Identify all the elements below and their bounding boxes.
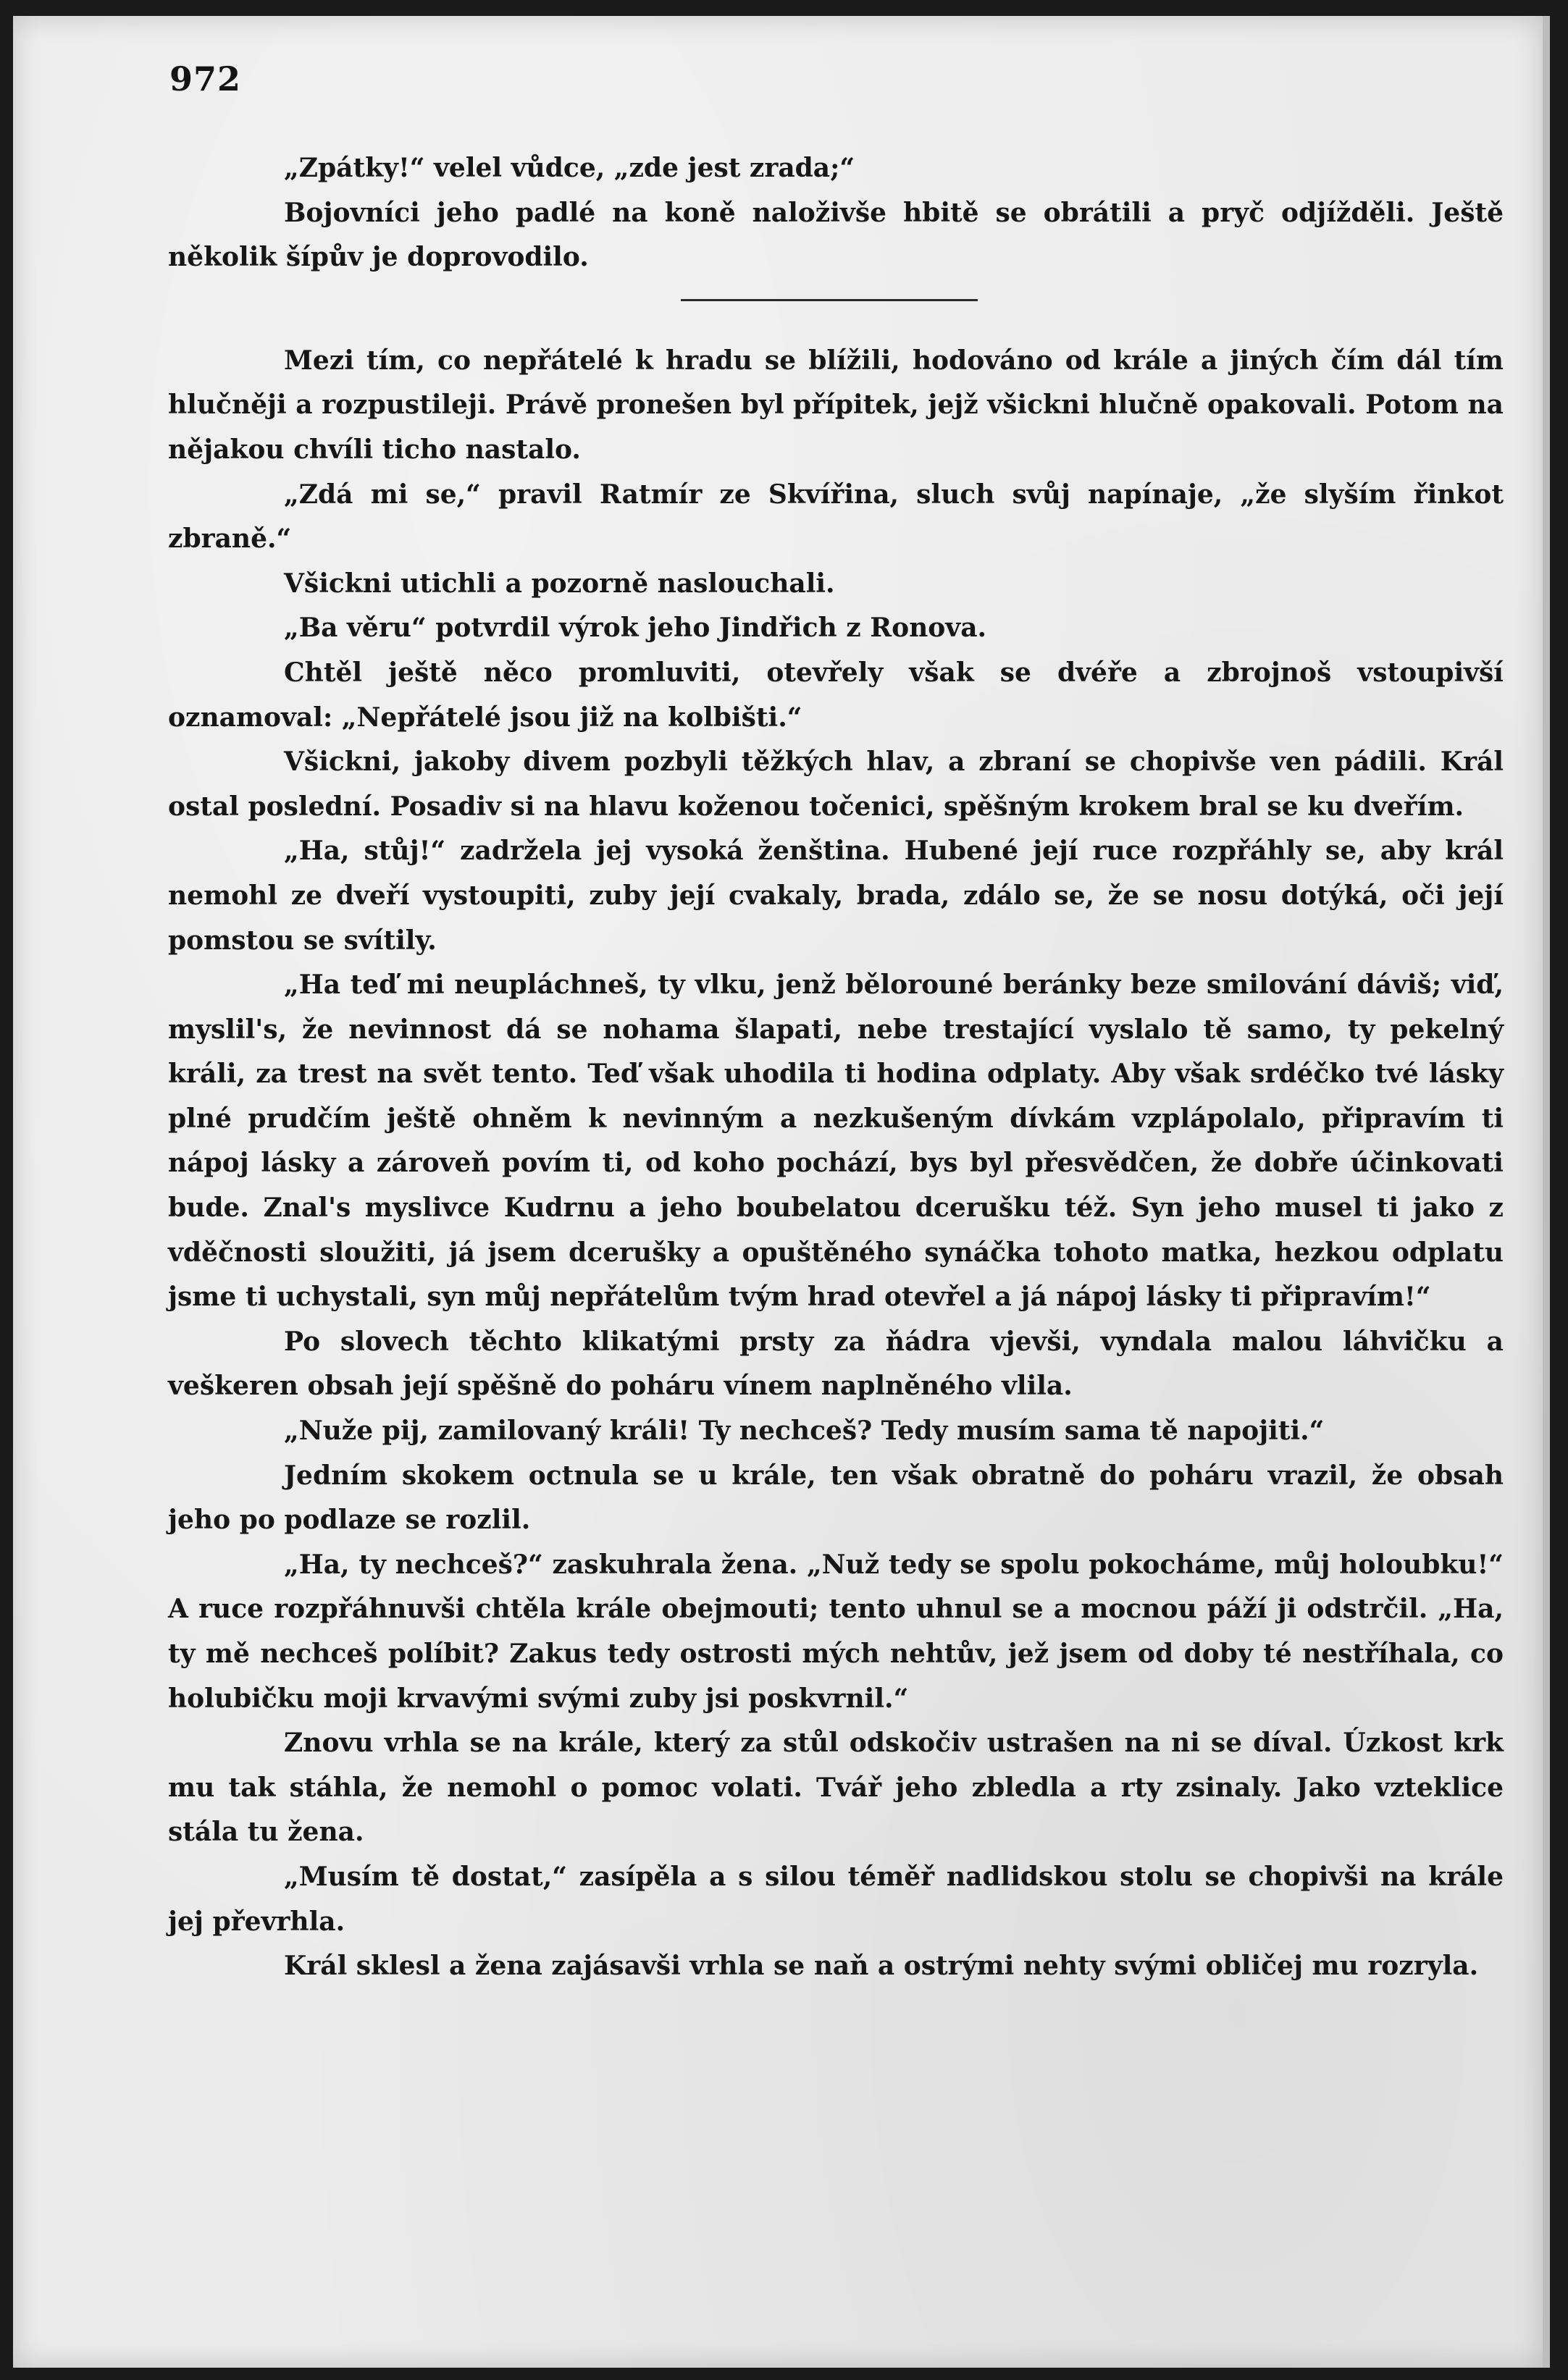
paragraph: Všickni utichli a pozorně naslouchali. — [284, 568, 835, 599]
paragraph: „Zdá mi se,“ pravil Ratmír ze Skvířina, sluch svůj napínaje, „že slyším řinkot zbraně.“ — [168, 479, 1504, 555]
paragraph: Po slovech těchto klikatými prsty za ňádra vjevši, vyndala malou láhvičku a veškeren obsah její spěšně do poháru vínem naplněného vlila. — [168, 1326, 1504, 1402]
page-number: 972 — [169, 59, 242, 98]
paragraph: Znovu vrhla se na krále, který za stůl odskočiv ustrašen na ni se díval. Úzkost krk mu tak stáhla, že nemohl o pomoc volati. Tvář jeho zbledla a rty zsinaly. Jako vzteklice stála tu žena. — [168, 1728, 1504, 1848]
paragraph: „Ba věru“ potvrdil výrok jeho Jindřich z Ronova. — [284, 613, 987, 644]
paragraph: Jedním skokem octnula se u krále, ten však obratně do poháru vrazil, že obsah jeho po podlaze se rozlil. — [168, 1460, 1504, 1536]
paragraph: „Nuže pij, zamilovaný králi! Ty nechceš? Tedy musím sama tě napojiti.“ — [284, 1416, 1325, 1447]
paragraph: Všickni, jakoby divem pozbyli těžkých hlav, a zbraní se chopivše ven pádili. Král ostal poslední. Posadiv si na hlavu koženou točenici, spěšným krokem bral se ku dveřím. — [168, 747, 1504, 822]
section-divider — [681, 299, 978, 301]
paragraph: „Musím tě dostat,“ zasípěla a s silou téměř nadlidskou stolu se chopivši na krále jej převrhla. — [168, 1861, 1504, 1937]
paragraph: Mezi tím, co nepřátelé k hradu se blížili, hodováno od krále a jiných čím dál tím hlučněji a rozpustileji. Právě pronešen byl přípitek, jejž všickni hlučně opakovali. Potom na nějakou chvíli ticho nastalo. — [168, 345, 1504, 465]
paragraph: „Ha, stůj!“ zadržela jej vysoká ženština. Hubené její ruce rozpřáhly se, aby král nemohl ze dveří vystoupiti, zuby její cvakaly, brada, zdálo se, že se nosu dotýká, oči její pomstou se svítily. — [168, 836, 1504, 956]
paragraph: Král sklesl a žena zajásavši vrhla se naň a ostrými nehty svými obličej mu rozryla. — [284, 1951, 1479, 1982]
paragraph: „Zpátky!“ velel vůdce, „zde jest zrada;“ — [284, 153, 855, 183]
book-page — [13, 16, 1550, 2368]
paragraph: „Ha teď mi neupláchneš, ty vlku, jenž bělorouné beránky beze smilování dáviš; viď, myslil's, že nevinnost dá se nohama šlapati, nebe trestající vyslalo tě samo, ty pekelný králi, za trest na svět tento. Teď však uhodila ti hodina odplaty. Aby však srdéčko tvé lásky plné prudčím ještě ohněm k nevinným a nezkušeným dívkám vzplápolalo, připravím ti nápoj lásky a zároveň povím ti, od koho pochází, bys byl přesvědčen, že dobře účinkovati bude. Znal's myslivce Kudrnu a jeho boubelatou dcerušku též. Syn jeho musel ti jako z vděčnosti sloužiti, já jsem dcerušky a opuštěného synáčka tohoto matka, hezkou odplatu jsme ti uchystali, syn můj nepřátelům tvým hrad otevřel a já nápoj lásky ti připravím!“ — [168, 970, 1504, 1313]
text-body — [168, 146, 1504, 1989]
paragraph: Bojovníci jeho padlé na koně naloživše hbitě se obrátili a pryč odjížděli. Ještě několik šípův je doprovodilo. — [168, 197, 1504, 273]
paragraph: Chtěl ještě něco promluviti, otevřely však se dvéře a zbrojnoš vstoupivší oznamoval: „Nepřátelé jsou již na kolbišti.“ — [168, 657, 1504, 733]
paragraph: „Ha, ty nechceš?“ zaskuhrala žena. „Nuž tedy se spolu pokocháme, můj holoubku!“ A ruce rozpřáhnuvši chtěla krále obejmouti; tento uhnul se a mocnou páží ji odstrčil. „Ha, ty mě nechceš políbit? Zakus tedy ostrosti mých nehtův, jež jsem od doby té nestříhala, co holubičku moji krvavými svými zuby jsi poskvrnil.“ — [168, 1549, 1504, 1714]
